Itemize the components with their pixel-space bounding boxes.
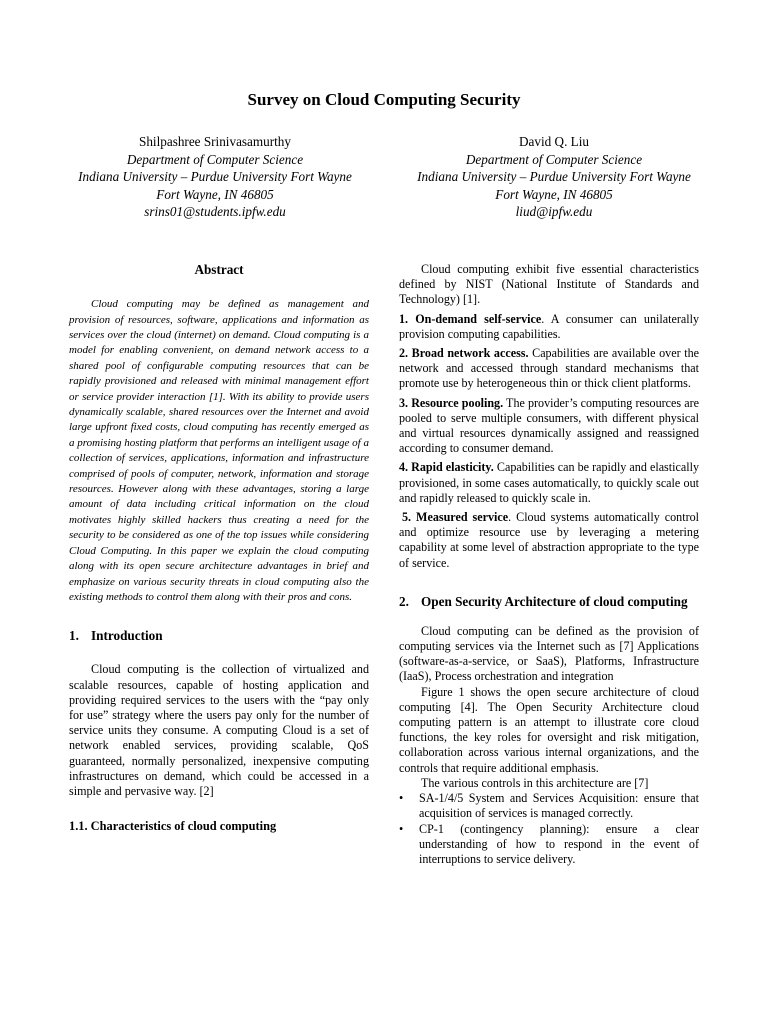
characteristics-intro: Cloud computing exhibit five essential characteristics defined by NIST (National Institute of Standards and Technology) [1].	[399, 262, 699, 307]
characteristic-term: 2. Broad network access.	[399, 346, 529, 361]
author-university: Indiana University – Purdue University Fort Wayne	[417, 169, 691, 185]
author-university: Indiana University – Purdue University Fort Wayne	[78, 169, 352, 185]
characteristic-item	[399, 312, 699, 342]
characteristic-item	[399, 510, 699, 571]
characteristic-term: 4. Rapid elasticity.	[399, 460, 494, 475]
section-title: Open Security Architecture of cloud computing	[421, 593, 688, 609]
section-title: Introduction	[91, 628, 163, 644]
paper-title: Survey on Cloud Computing Security	[247, 90, 521, 109]
section-number: 2.	[399, 593, 409, 609]
section-heading-open-security-architecture	[399, 593, 699, 610]
characteristic-item	[399, 396, 699, 457]
section2-paragraph-2: Figure 1 shows the open secure architecture of cloud computing [4]. The Open Security Architecture cloud computing pattern is an attempt to illustrate core cloud functions, the key roles for oversight and risk mitigation, collaboration across various internal organizations, and the controls that require additional emphasis.	[399, 684, 699, 775]
list-item-text: SA-1/4/5 System and Services Acquisition: ensure that acquisition of services is managed correctly.	[419, 791, 699, 821]
right-column	[399, 262, 699, 867]
author-city: Fort Wayne, IN 46805	[156, 186, 274, 202]
list-item-text: CP-1 (contingency planning): ensure a clear understanding of how to respond in the event of interruptions to service delivery.	[419, 821, 699, 866]
characteristic-text: The provider’s computing resources are pooled to serve multiple consumers, with different physical and virtual resources dynamically assigned and reassigned according to consumer demand.	[399, 395, 700, 456]
bullet-icon: •	[399, 821, 404, 836]
characteristic-text: . Cloud systems automatically control and optimize resource use by leveraging a metering capability at some level of abstraction appropriate to the type of service.	[399, 510, 699, 570]
author-block-2	[404, 133, 704, 221]
characteristic-text: . A consumer can unilaterally provision computing capabilities.	[399, 311, 699, 341]
author-city: Fort Wayne, IN 46805	[495, 186, 613, 202]
section-number: 1.	[69, 628, 79, 644]
left-column	[69, 262, 369, 834]
characteristic-term: 5. Measured service	[402, 510, 509, 525]
list-item	[399, 791, 699, 821]
introduction-paragraph: Cloud computing is the collection of virtualized and scalable resources, capable of hosting application and providing required services to the users with the “pay only for use” strategy where the users pay only for the number of service units they consume. A computing Cloud is a set of network enabled services, providing scalable, QoS guaranteed, normally personalized, inexpensive computing infrastructures on demand, which could be accessed in a simple and pervasive way. [2]	[69, 662, 369, 798]
author-name: David Q. Liu	[519, 134, 589, 149]
controls-list	[399, 791, 699, 867]
characteristic-text: Capabilities can be rapidly and elastically provisioned, in some cases automatically, to quickly scale out and rapidly released to quickly scale in.	[399, 460, 699, 505]
author-department: Department of Computer Science	[126, 151, 304, 167]
characteristic-item	[399, 346, 699, 392]
characteristic-text: Capabilities are available over the network and accessed through standard mechanisms that promote use by heterogeneous thin or thick client platforms.	[399, 346, 699, 391]
bullet-icon: •	[399, 791, 404, 806]
abstract-heading: Abstract	[194, 262, 244, 277]
author-department: Department of Computer Science	[465, 151, 643, 167]
section2-paragraph-3: The various controls in this architecture are [7]	[421, 775, 649, 790]
subsection-heading-characteristics: 1.1. Characteristics of cloud computing	[69, 819, 277, 834]
abstract-text: Cloud computing may be defined as management and provision of resources, software, applications and information as services over the cloud (internet) on demand. Cloud computing is a model for enabling convenient, on demand network access to a shared pool of configurable computing resources that can be rapidly provisioned and released with minimal management effort or service provider interaction [1]. With its ability to provide users dynamically scalable, shared resources over the Internet and avoid large upfront fixed costs, cloud computing has recently emerged as a promising hosting platform that performs an intelligent usage of a collection of services, applications, information and infrastructure comprised of pools of computer, network, information and storage resources. However along with these advantages, storing a large amount of data including critical information on the cloud motivates highly skilled hackers thus creating a need for the security to be considered as one of the top issues while considering Cloud Computing. In this paper we explain the cloud computing along with its open secure architecture advantages in brief and emphasize on various security threats in cloud computing also the existing methods to control them along with their pros and cons.	[69, 298, 369, 603]
author-email: liud@ipfw.edu	[515, 204, 593, 220]
list-item	[399, 822, 699, 868]
author-name: Shilpashree Srinivasamurthy	[139, 134, 291, 149]
section-heading-introduction	[69, 627, 369, 644]
author-block-1	[65, 133, 365, 221]
characteristic-item	[399, 460, 699, 506]
section2-paragraph-1: Cloud computing can be defined as the provision of computing services via the Internet such as [7] Applications (software-as-a-service, or SaaS), Platforms, Infrastructure (IaaS), Process orchestration and integration	[399, 623, 699, 684]
characteristic-term: 1. On-demand self-service	[399, 311, 542, 326]
author-email: srins01@students.ipfw.edu	[144, 204, 286, 220]
characteristic-term: 3. Resource pooling.	[399, 395, 504, 410]
